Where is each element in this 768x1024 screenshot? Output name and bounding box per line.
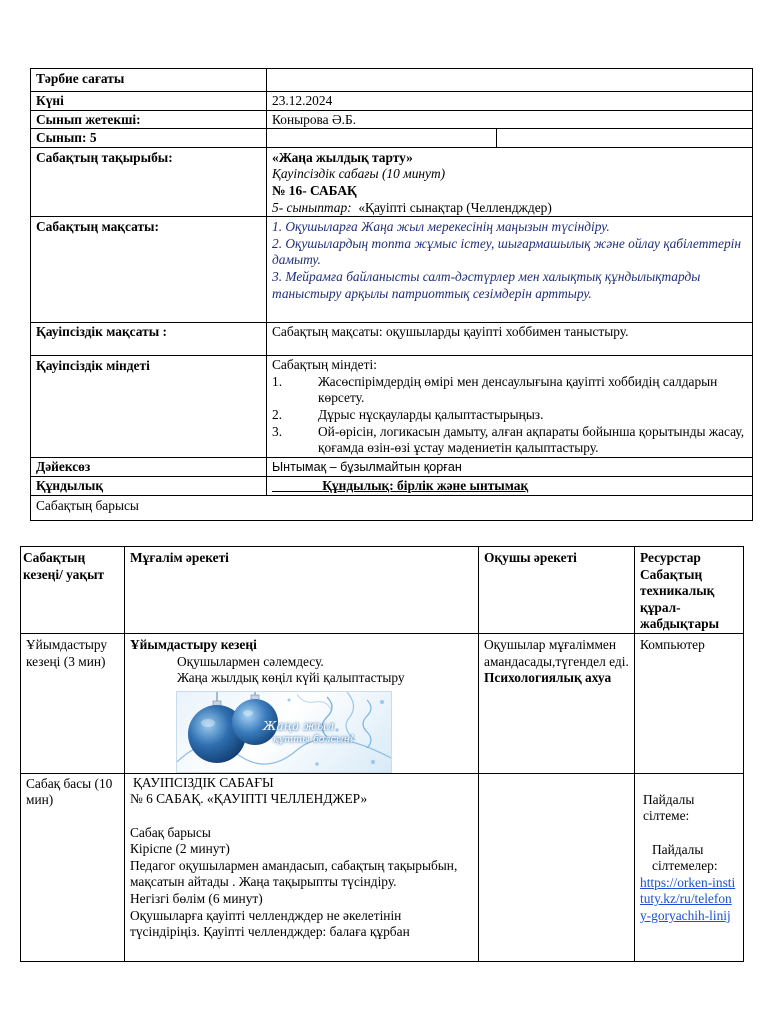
goals-cell — [267, 217, 753, 323]
teacher-line: Сабақ барысы — [130, 824, 211, 840]
goal-item: 2. Оқушылардың топта жұмыс істеу, шығармашылық және ойлау қабілеттерін дамыту. — [272, 235, 742, 268]
header-teacher: Мұғалім әрекеті — [125, 547, 479, 634]
row-label: Күні — [31, 92, 267, 111]
plan-row-value — [31, 477, 753, 496]
row-label: Дәйексөз — [31, 458, 267, 477]
topic-cell — [267, 147, 753, 216]
resource-label: Пайдалы сілтемелер: — [652, 841, 718, 874]
new-year-greeting-image — [176, 691, 392, 773]
grade-label: 5- сыныптар: — [272, 199, 352, 215]
plan-row-date — [31, 92, 753, 111]
teacher-line: Кіріспе (2 минут) — [130, 841, 230, 857]
teacher-line: Педагог оқушылармен амандасып, сабақтың тақырыбын, мақсатын айтады . Жаңа тақырыпты түсіндіру. — [130, 857, 458, 890]
topic-subtitle: Қауіпсіздік сабағы (10 минут) — [272, 166, 446, 182]
class-cell-empty — [497, 129, 753, 148]
date-value: 23.12.2024 — [267, 92, 753, 111]
row-label: Сабақтың мақсаты: — [31, 217, 267, 323]
greeting-line-2: құтты болсын! — [273, 733, 354, 745]
row-label: Қауіпсіздік міндеті — [31, 356, 267, 458]
teacher-line: № 6 САБАҚ. «ҚАУІПТІ ЧЕЛЛЕНДЖЕР» — [130, 791, 368, 807]
stage-cell: Ұйымдастыру кезеңі (3 мин) — [21, 633, 125, 773]
resource-link[interactable]: https://orken-instituty.kz/ru/telefony-goryachih-linij — [640, 874, 736, 923]
topic-title: «Жаңа жылдық тарту» — [272, 149, 413, 165]
row-label: Сынып: 5 — [31, 129, 267, 148]
lesson-number: № 16- САБАҚ — [272, 182, 357, 198]
plan-row-quote — [31, 458, 753, 477]
row-label: Құндылық — [31, 477, 267, 496]
plan-row-education-hour — [31, 69, 753, 92]
resources-cell — [635, 773, 744, 961]
greeting-line-1: Жаңа жыл — [263, 718, 335, 733]
lesson-process-table — [20, 546, 744, 962]
grade-topic: «Қауіпті сынақтар (Челлендждер) — [358, 199, 552, 215]
teacher-line-blank — [130, 808, 473, 825]
plan-row-goals — [31, 217, 753, 323]
task-item: 2. Дұрыс нұсқауларды қалыптастырыңыз. — [272, 406, 544, 422]
teacher-title: Ұйымдастыру кезеңі — [130, 636, 257, 652]
header-student: Оқушы әрекеті — [479, 547, 635, 634]
safety-goal-value: Сабақтың мақсаты: оқушыларды қауіпті хоббимен таныстыру. — [267, 323, 753, 356]
teacher-line: Оқушылармен сәлемдесу. — [177, 653, 324, 669]
student-text: Оқушылар мұғаліммен амандасады,түгендел еді. — [484, 636, 629, 669]
goal-item: 3. Мейрамға байланысты салт-дәстүрлер мен халықтық құндылықтарды таныстыру арқылы патриоттық сезімдерін арттыру. — [272, 268, 701, 301]
tasks-heading: Сабақтың міндеті: — [272, 357, 377, 373]
student-cell — [479, 773, 635, 961]
teacher-cell — [125, 773, 479, 961]
resources-cell: Компьютер — [635, 633, 744, 773]
plan-row-safety-goal — [31, 323, 753, 356]
teacher-line: Негізгі бөлім (6 минут) — [130, 890, 263, 906]
process-label: Сабақтың барысы — [31, 496, 753, 521]
stage-cell: Сабақ басы (10 мин) — [21, 773, 125, 961]
header-resources: Ресурстар Сабақтың техникалық құрал-жабдықтары — [635, 547, 744, 634]
greeting-text — [263, 720, 354, 746]
plan-row-process — [31, 496, 753, 521]
task-item: 3. Ой-өрісін, логикасын дамыту, алған ақпараты бойынша қорытынды жасау, қоғамда өзін-өзі ұстау мәдениетін қалыптастыру. — [272, 423, 745, 456]
plan-row-teacher — [31, 110, 753, 129]
row-label: Сабақтың тақырыбы: — [31, 147, 267, 216]
class-cell-empty — [267, 129, 497, 148]
teacher-line: ҚАУІПСІЗДІК САБАҒЫ — [133, 774, 274, 790]
resource-label: Пайдалы сілтеме: — [643, 791, 695, 824]
lesson-plan-table — [30, 68, 753, 521]
process-row-organization — [21, 633, 744, 773]
row-label: Қауіпсіздік мақсаты : — [31, 323, 267, 356]
plan-row-topic — [31, 147, 753, 216]
process-row-lesson-start — [21, 773, 744, 961]
row-value — [267, 69, 753, 92]
row-label: Сынып жетекші: — [31, 110, 267, 129]
plan-row-class — [31, 129, 753, 148]
grade-line — [272, 200, 747, 217]
student-cell — [479, 633, 635, 773]
tasks-cell — [267, 356, 753, 458]
process-header-row — [21, 547, 744, 634]
teacher-value: Конырова Ә.Б. — [267, 110, 753, 129]
teacher-cell — [125, 633, 479, 773]
value-text: Құндылық: бірлік және ынтымақ — [322, 478, 529, 494]
goal-item: 1. Оқушыларға Жаңа жыл мерекесінің маңызын түсіндіру. — [272, 219, 610, 235]
task-item: 1. Жасөспірімдердің өмірі мен денсаулығына қауіпті хоббидің салдарын көрсету. — [272, 373, 718, 406]
quote-value: Ынтымақ – бұзылмайтын қорған — [267, 458, 753, 477]
teacher-line: Оқушыларға қауіпті челлендждер не әкелетінін түсіндіріңіз. Қауіпті челлендждер: балаға құрбан — [130, 907, 410, 940]
row-label: Тәрбие сағаты — [31, 69, 267, 92]
plan-row-safety-tasks — [31, 356, 753, 458]
teacher-line: Жаңа жылдық көңіл күйі қалыптастыру — [177, 670, 405, 686]
header-stage: Сабақтың кезеңі/ уақыт — [21, 547, 125, 634]
value-cell — [267, 477, 753, 496]
student-bold-text: Психологиялық ахуа — [484, 670, 612, 686]
